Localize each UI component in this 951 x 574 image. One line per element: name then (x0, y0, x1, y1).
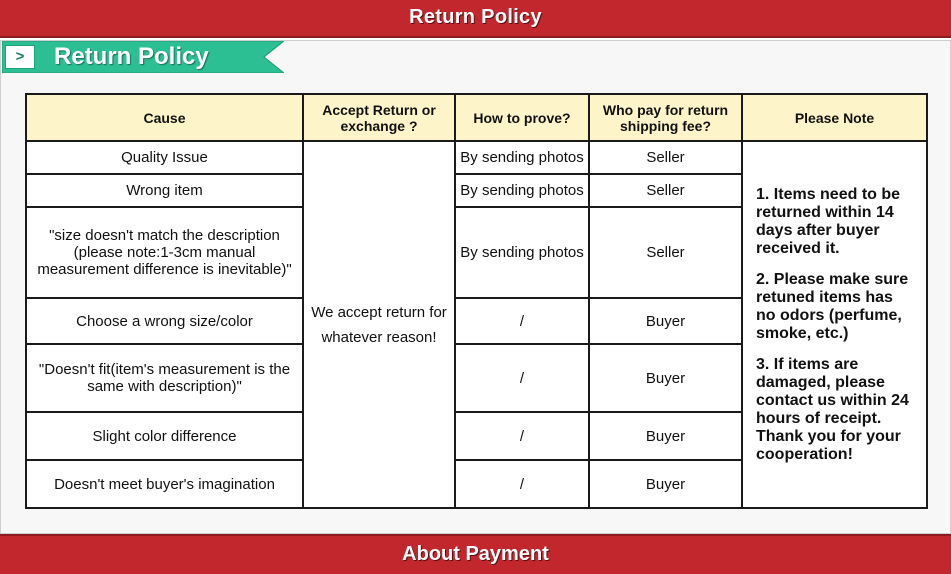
cause-cell: Wrong item (26, 174, 303, 207)
please-note-cell (742, 141, 927, 508)
prove-cell: / (455, 344, 589, 412)
cause-cell: "size doesn't match the description (please note:1-3cm manual measurement difference is inevitable)" (26, 207, 303, 298)
header-note: Please Note (742, 94, 927, 141)
table-row (26, 141, 927, 174)
accept-cell: We accept return for whatever reason! (303, 141, 455, 508)
cause-cell: "Doesn't fit(item's measurement is the same with description)" (26, 344, 303, 412)
payer-cell: Seller (589, 141, 742, 174)
arrow-icon: > (5, 45, 35, 69)
header-prove: How to prove? (455, 94, 589, 141)
cause-cell: Slight color difference (26, 412, 303, 460)
prove-cell: / (455, 460, 589, 508)
prove-cell: / (455, 298, 589, 344)
header-cause: Cause (26, 94, 303, 141)
cause-cell: Doesn't meet buyer's imagination (26, 460, 303, 508)
note-thanks: Thank you for your cooperation! (756, 427, 901, 463)
note-item: 2. Please make sure retuned items has no odors (perfume, smoke, etc.) (756, 270, 909, 342)
table-header-row (26, 94, 927, 141)
return-policy-header-bar (0, 0, 951, 38)
payer-cell: Seller (589, 207, 742, 298)
return-policy-table (25, 93, 928, 509)
prove-cell: By sending photos (455, 141, 589, 174)
header-accept: Accept Return or exchange ? (303, 94, 455, 141)
prove-cell: By sending photos (455, 174, 589, 207)
footer-title: About Payment (402, 543, 549, 565)
section-tab (2, 41, 284, 73)
cause-cell: Choose a wrong size/color (26, 298, 303, 344)
header-payer: Who pay for return shipping fee? (589, 94, 742, 141)
header-title: Return Policy (409, 6, 542, 28)
section-title: Return Policy (54, 43, 209, 70)
prove-cell: / (455, 412, 589, 460)
payer-cell: Buyer (589, 460, 742, 508)
prove-cell: By sending photos (455, 207, 589, 298)
note-item: 1. Items need to be returned within 14 days after buyer received it. (756, 185, 901, 257)
payer-cell: Seller (589, 174, 742, 207)
payer-cell: Buyer (589, 298, 742, 344)
payer-cell: Buyer (589, 412, 742, 460)
payer-cell: Buyer (589, 344, 742, 412)
about-payment-bar (0, 534, 951, 574)
note-item: 3. If items are damaged, please contact us within 24 hours of receipt. (756, 355, 909, 427)
cause-cell: Quality Issue (26, 141, 303, 174)
